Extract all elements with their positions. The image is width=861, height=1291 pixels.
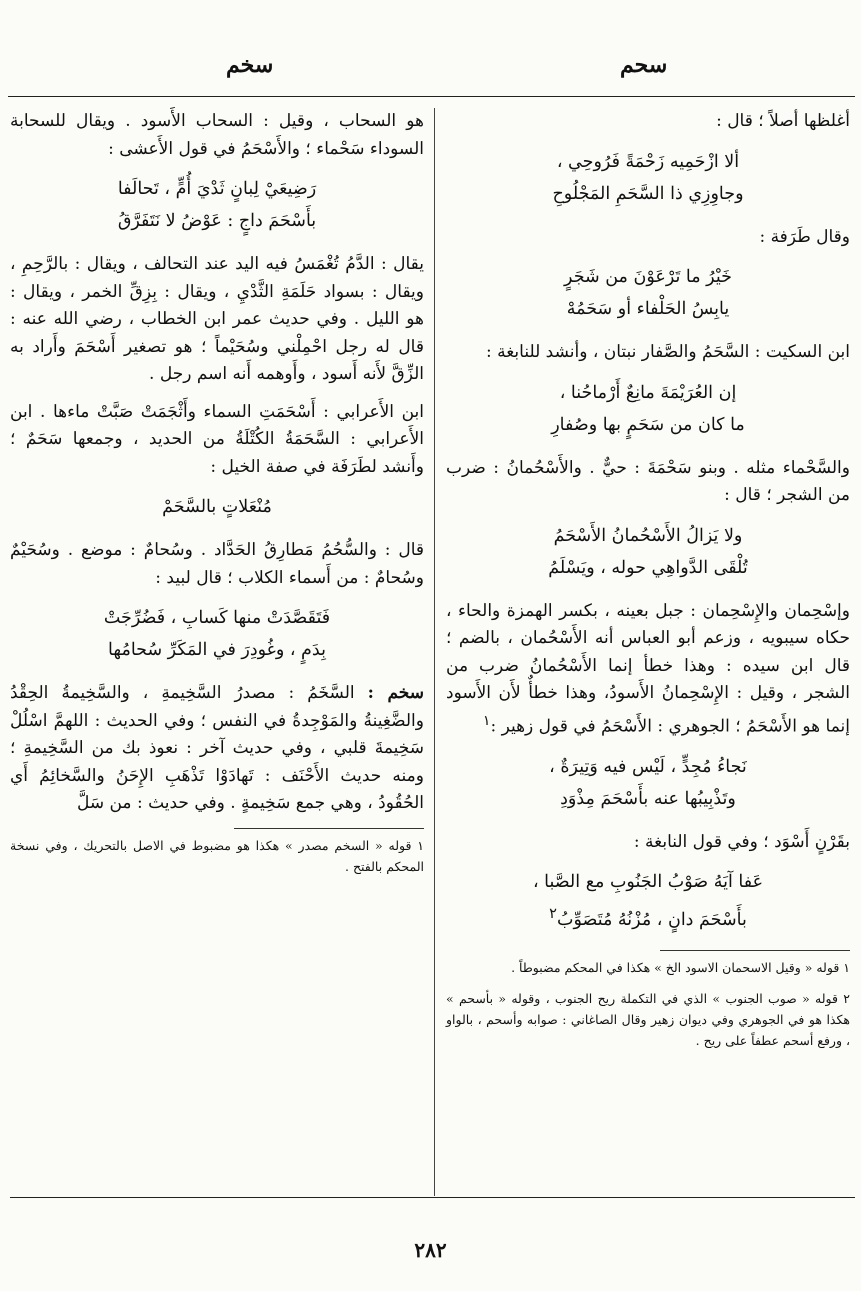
paragraph-text: وإسْحِمان والإِسْحِمان : جبل بعينه ، بكسر الهمزة والحاء ، حكاه سيبويه ، وزعم أبو العباس أنه الأَسْحُمان ، بالضم ؛ قال ابن سيده : وهذا خطأ إنما الأَسْحُمانُ ضرب من الشجر ، وقيل : الإِسْحِمانُ الأَسودُ، وهذا خطأٌ لأَن الأَسود إنما هو الأَسْحَمُ ؛ الجوهري : الأَسْحَمُ في قول زهير : xyxy=(446,600,850,737)
verse xyxy=(10,491,424,523)
column-divider xyxy=(434,108,435,1196)
verse xyxy=(446,261,850,325)
verse xyxy=(446,751,850,815)
paragraph xyxy=(446,598,850,741)
footnote-rule xyxy=(234,828,424,829)
verse-line: ألا ازْحَمِيه زَحْمَةً فَرُوحِي ، xyxy=(556,151,740,172)
top-rule xyxy=(8,96,855,97)
verse xyxy=(10,173,424,237)
verse-line-text: بأَسْحَمَ دانٍ ، مُزْنُهُ مُتَصَوِّبُ xyxy=(557,909,747,930)
paragraph: والسَّحْماء مثله . وبنو سَحْمَةَ : حيٌّ . والأَسْحُمانُ : ضرب من الشجر ؛ قال : xyxy=(446,457,850,505)
footnote-marker: ١ xyxy=(482,712,491,729)
bottom-rule xyxy=(10,1197,855,1198)
verse-line: بِدَمٍ ، وغُودِرَ في المَكَرِّ سُحامُها xyxy=(108,640,326,660)
verse-line xyxy=(446,898,850,936)
paragraph: أغلظها أصلاً ؛ قال : xyxy=(716,111,850,131)
verse-line: تُلْقَى الدَّواهِي حوله ، ويَسْلَمُ xyxy=(548,557,748,578)
verse-line: عَفا آيَهُ صَوْبُ الجَنُوبِ مع الصَّبا ، xyxy=(532,872,764,893)
verse-line: يابِسُ الحَلْفاء أو سَحَمُهْ xyxy=(566,299,730,319)
paragraph: ابن السكيت : السَّحَمُ والصَّفار نبتان ، وأنشد للنابغة : xyxy=(485,342,850,362)
right-header-word: سحم xyxy=(620,52,668,78)
verse xyxy=(446,377,850,441)
verse-line: مُنْعَلاتٍ بالسَّحَمْ xyxy=(162,497,272,517)
right-column xyxy=(446,108,850,1061)
verse xyxy=(446,520,850,584)
left-header-word: سخم xyxy=(226,52,274,78)
verse-line: وجاوِزِي ذا السَّحَمِ المَجْلُوحِ xyxy=(552,183,744,204)
verse-line: خَيْرُ ما تَرْعَوْنَ من شَجَرٍ xyxy=(564,267,732,287)
verse-line: ما كان من سَحَمٍ بها وصُفارِ xyxy=(551,414,745,435)
footnote: ٢ قوله « صوب الجنوب » الذي في التكملة ريح الجنوب ، وقوله « بأسحم » هكذا هو في الجوهري وفي ديوان زهير وقال الصاغاني : صوابه وأسحم ، بالواو ، ورفع أسحم عطفاً على ريح . xyxy=(446,990,850,1048)
paragraph: يقال : الدَّمُ تُغْمَسُ فيه اليد عند التحالف ، ويقال : بالرَّحِمِ ، ويقال : بسواد حَلَمَةِ الثَّدْيِ ، ويقال : بِزِقِّ الخمر ، ويقال : هو الليل . وفي حديث عمر ابن الخطاب ، رضي الله عنه : قال له رجل احْمِلْني وسُحَيْماً ؛ هو تصغير أَسْحَمَ وأَراد به الزِّقَّ لأَنه أَسود ، وأَوهمه أَنه اسم رجل . xyxy=(10,254,424,384)
verse-line: بأَسْحَمَ داجٍ : عَوْضُ لا نَتَفَرَّقُ xyxy=(117,211,317,231)
verse xyxy=(446,866,850,936)
footnote-rule xyxy=(660,950,850,951)
footnote-marker: ٢ xyxy=(549,905,557,923)
paragraph: ابن الأَعرابي : أَسْحَمَتِ السماء وأَثْجَمَتْ صَبَّتْ ماءها . ابن الأَعرابي : السَّحَمَةُ الكُتْلَةُ من الحديد ، وجمعها سَحَمٌ ؛ وأَنشد لطَرَفَة في صفة الخيل : xyxy=(10,401,424,477)
verse-line: نَجاءُ مُجِدٍّ ، لَيْس فيه وَتِيرَةٌ ، xyxy=(549,756,747,777)
page-number: ٢٨٢ xyxy=(414,1238,447,1262)
paragraph: هو السحاب ، وقيل : السحاب الأَسود . ويقال للسحابة السوداء سَحْماء ؛ والأَسْحَمُ في قول الأَعشى : xyxy=(10,111,424,159)
verse-line: إن العُرَيْمَةَ مانِعٌ أَرْماحُنا ، xyxy=(559,382,737,403)
entry-headword: سخم : xyxy=(367,683,424,703)
verse-line: وتَذْبِيبُها عنه بأَسْحَمَ مِذْوَدِ xyxy=(560,788,736,809)
verse-line: فَتَقَصَّدَتْ منها كَسابِ ، فَضُرِّجَتْ xyxy=(103,608,331,628)
paragraph-text: السَّخَمُ : مصدرُ السَّخِيمةِ ، والسَّخِيمةُ الحِقْدُ والضَّغِينةُ والمَوْجِدةُ في النفس ؛ وفي الحديث : اللهمَّ اسْلُلْ سَخِيمةَ قلبي ، وفي حديث آخر : نعوذ بك من السَّخِيمةِ ؛ ومنه حديث الأَحْنَف : تَهادَوْا تَذْهَبِ الإِحَنُ والسَّخائِمُ أَي الحُقُودُ ، وهي جمع سَخِيمةٍ . وفي حديث : من سَلَّ xyxy=(10,683,424,813)
left-column xyxy=(10,108,424,887)
paragraph: بقَرْنٍ أَسْوَد ؛ وفي قول النابغة : xyxy=(633,831,850,852)
verse-line: رَضِيعَيْ لِبانٍ ثَدْيَ أُمٍّ ، تَحالَفا xyxy=(117,179,317,199)
footnote: ١ قوله « السخم مصدر » هكذا هو مضبوط في الاصل بالتحريك ، وفي نسخة المحكم بالفتح . xyxy=(10,837,424,874)
paragraph: وقال طَرَفة : xyxy=(759,226,850,247)
verse xyxy=(446,146,850,210)
verse-line: ولا يَزالُ الأَسْحُمانُ الأَسْحَمُ xyxy=(553,525,743,546)
paragraph: قال : والسُّحُمُ مَطارِقُ الحَدَّاد . وسُحامٌ : موضع . وسُحَيْمٌ وسُحامٌ : من أَسماء الكلاب ؛ قال لبيد : xyxy=(10,540,424,588)
verse xyxy=(10,602,424,666)
footnote: ١ قوله « وقيل الاسحمان الاسود الخ » هكذا في المحكم مضبوطاً . xyxy=(511,959,850,975)
paragraph xyxy=(10,680,424,818)
